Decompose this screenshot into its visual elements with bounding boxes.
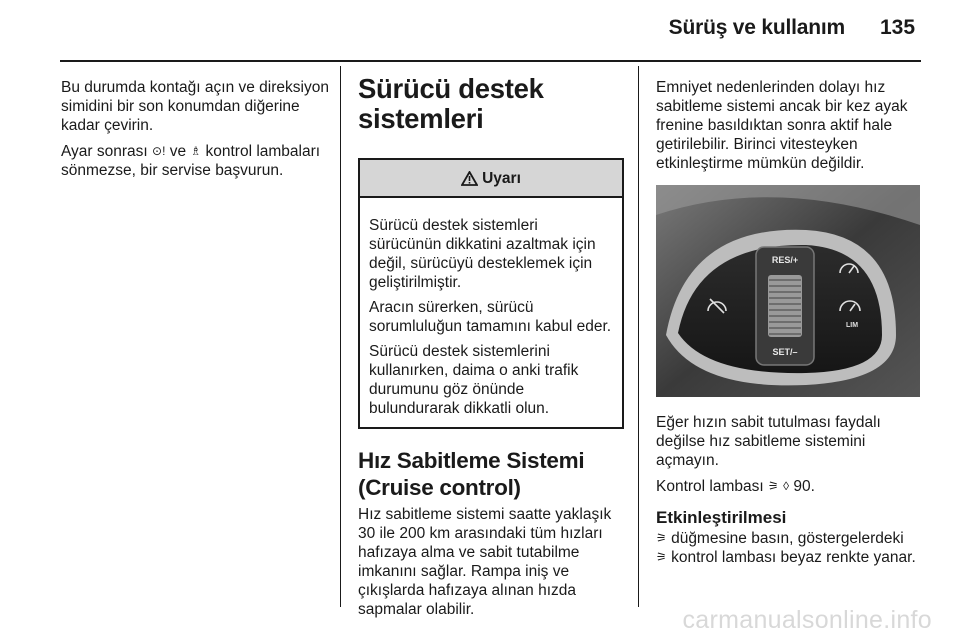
res-label: RES/+ [771, 255, 799, 265]
text-run: kontrol lambaları sönmezse, bir servise başvurun. [61, 143, 321, 179]
warning-triangle-icon [461, 171, 478, 186]
paragraph: Eğer hızın sabit tutulması faydalı değilse hız sabitleme sistemini açmayın. [656, 414, 881, 469]
steering-warning-icon: ⊙! [152, 144, 166, 158]
warning-title: Uyarı [482, 169, 521, 187]
column-divider-1 [340, 66, 341, 607]
subheading: Etkinleştirilmesi [656, 508, 787, 527]
cruise-control-icon: ⚞ [656, 550, 667, 564]
paragraph: Bu durumda kontağı açın ve direksiyon simidini bir son konumdan diğerine kadar çevirin. [61, 79, 329, 134]
text-run: 90. [789, 478, 815, 495]
paragraph [61, 142, 329, 180]
warning-text: Aracın sürerken, sürücü sorumluluğun tamamını kabul eder. [369, 299, 612, 335]
paragraph: Emniyet nedenlerinden dolayı hız sabitleme sistemi ancak bir kez ayak frenine basıldıktan sonra aktif hale getirilebilir. Birinci vitesteyken etkinleştirme mümkün değildir. [656, 79, 908, 172]
section-heading: Sürücü destek sistemleri [358, 73, 544, 134]
watermark: carmanualsonline.info [682, 606, 932, 634]
paragraph [656, 477, 924, 496]
running-header-title: Sürüş ve kullanım [668, 16, 845, 39]
column-3 [656, 78, 924, 574]
text-run: ve [165, 143, 191, 160]
column-1 [61, 78, 329, 187]
text-run: Ayar sonrası [61, 143, 153, 160]
paragraph [656, 529, 924, 567]
warning-text: Sürücü destek sistemlerini kullanırken, daima o anki trafik durumunu göz önünde bulundurarak dikkatli olun. [369, 343, 579, 417]
paragraph: Hız sabitleme sistemi saatte yaklaşık 30 ile 200 km arasındaki tüm hızları hafızaya alma ve sabit tutabilme imkanını sağlar. Rampa iniş ve çıkışlarda hafızaya alınan hızda sapmalar olabilir. [358, 506, 612, 618]
cruise-control-icon: ⚞ [768, 479, 779, 493]
column-divider-2 [638, 66, 639, 607]
warning-box [358, 158, 624, 429]
set-label: SET/– [772, 347, 798, 357]
text-run: kontrol lambası beyaz renkte yanar. [666, 549, 916, 566]
cruise-control-title: Hız Sabitleme Sistemi (Cruise control) [358, 448, 585, 500]
warning-body [360, 198, 622, 427]
page-reference-icon: ◊ [783, 479, 790, 493]
column-2 [358, 74, 624, 619]
warning-text: Sürücü destek sistemleri sürücünün dikkatini azaltmak için değil, sürücüyü desteklemek için geliştirilmiştir. [369, 217, 596, 291]
steering-wheel-controls-photo [656, 185, 920, 397]
cruise-control-icon: ⚞ [656, 531, 667, 545]
esc-warning-icon: ♗ [190, 144, 202, 158]
lim-label: LIM [845, 322, 859, 329]
text-run: Kontrol lambası [656, 478, 768, 495]
page-number: 135 [880, 16, 916, 39]
header-rule [60, 60, 921, 62]
text-run: düğmesine basın, göstergelerdeki [666, 530, 904, 547]
warning-header [360, 160, 622, 198]
